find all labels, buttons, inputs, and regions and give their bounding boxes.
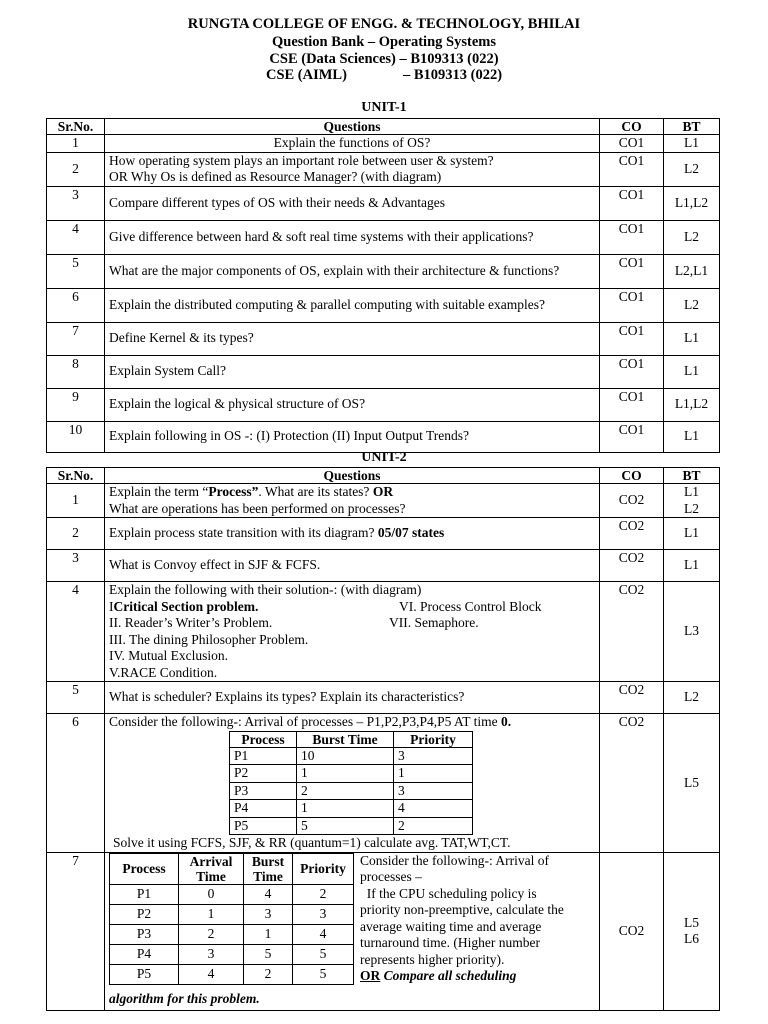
row-number: 4 bbox=[47, 220, 105, 254]
bt-value: L1 bbox=[664, 355, 720, 388]
or-label: OR bbox=[372, 484, 394, 499]
cell: 1 bbox=[179, 904, 244, 924]
question-line-1: How operating system plays an important role between user & system? bbox=[109, 152, 494, 168]
cell: 1 bbox=[297, 765, 394, 783]
question-text: Compare different types of OS with their needs & Advantages bbox=[105, 186, 600, 220]
cell: 4 bbox=[244, 884, 293, 904]
table-row bbox=[230, 747, 473, 765]
table-row bbox=[47, 484, 720, 518]
table-row bbox=[47, 355, 720, 388]
bt-line-2: L2 bbox=[684, 500, 699, 516]
unit-1-header-row bbox=[47, 119, 720, 135]
header-burst: Burst Time bbox=[297, 731, 394, 747]
question-text: Explain System Call? bbox=[105, 355, 600, 388]
question-text bbox=[105, 714, 600, 853]
cell: P4 bbox=[230, 800, 297, 818]
row-number: 8 bbox=[47, 355, 105, 388]
row-number: 2 bbox=[47, 152, 105, 186]
unit-2-header-row bbox=[47, 468, 720, 484]
subject-title: Question Bank – Operating Systems bbox=[272, 34, 496, 50]
co-value: CO2 bbox=[600, 714, 664, 853]
list-item: V.RACE Condition. bbox=[109, 664, 218, 680]
cell: 3 bbox=[394, 782, 473, 800]
or-label: OR bbox=[360, 968, 381, 983]
cell: 5 bbox=[293, 964, 354, 984]
co-value: CO1 bbox=[600, 388, 664, 421]
table-row bbox=[110, 924, 354, 944]
row-number: 1 bbox=[47, 484, 105, 518]
co-value: CO1 bbox=[600, 220, 664, 254]
co-value: CO2 bbox=[600, 852, 664, 1010]
bt-line-2: L6 bbox=[684, 931, 699, 946]
question-part: Explain the term “ bbox=[109, 484, 209, 499]
row-number: 7 bbox=[47, 322, 105, 355]
col-questions: Questions bbox=[105, 119, 600, 135]
cell: P3 bbox=[110, 924, 179, 944]
bt-value: L3 bbox=[664, 582, 720, 682]
cell: P1 bbox=[230, 747, 297, 765]
co-value: CO1 bbox=[600, 254, 664, 288]
row-number: 4 bbox=[47, 582, 105, 682]
table-row bbox=[110, 964, 354, 984]
table-row bbox=[47, 388, 720, 421]
cell: 2 bbox=[244, 964, 293, 984]
bt-value: L2 bbox=[664, 288, 720, 322]
question-part: . What are its states? bbox=[258, 484, 373, 499]
bt-value: L1 bbox=[664, 550, 720, 582]
question-intro: Consider the following-: Arrival of processes – P1,P2,P3,P4,P5 AT time bbox=[109, 714, 501, 729]
header-priority: Priority bbox=[293, 853, 354, 884]
bt-value: L2,L1 bbox=[664, 254, 720, 288]
table-row bbox=[47, 288, 720, 322]
table-row bbox=[47, 186, 720, 220]
unit-2-table bbox=[46, 467, 720, 1011]
question-bold: Process” bbox=[208, 484, 259, 499]
col-co: CO bbox=[600, 119, 664, 135]
table-row bbox=[110, 944, 354, 964]
table-row bbox=[47, 518, 720, 550]
question-text bbox=[105, 518, 600, 550]
table-row bbox=[230, 765, 473, 783]
cell: 0 bbox=[179, 884, 244, 904]
table-row bbox=[230, 817, 473, 835]
table-row bbox=[47, 852, 720, 1010]
row-number: 1 bbox=[47, 135, 105, 153]
question-text: What is Convoy effect in SJF & FCFS. bbox=[105, 550, 600, 582]
col-srno: Sr.No. bbox=[47, 468, 105, 484]
table-row bbox=[110, 904, 354, 924]
col-srno: Sr.No. bbox=[47, 119, 105, 135]
co-value: CO1 bbox=[600, 135, 664, 153]
row-number: 6 bbox=[47, 288, 105, 322]
process-table-header bbox=[230, 731, 473, 747]
row-number: 5 bbox=[47, 682, 105, 714]
cell: 4 bbox=[179, 964, 244, 984]
question-text: Explain following in OS -: (I) Protection (II) Input Output Trends? bbox=[105, 421, 600, 452]
branch-line-1: CSE (Data Sciences) – B109313 (022) bbox=[269, 51, 499, 67]
bt-line-1: L5 bbox=[684, 914, 699, 930]
question-text bbox=[105, 852, 600, 1010]
unit-1-table bbox=[46, 118, 720, 453]
table-row bbox=[47, 322, 720, 355]
item-text: VI. Process Control Block bbox=[399, 598, 542, 614]
co-value: CO1 bbox=[600, 421, 664, 452]
cell: 2 bbox=[297, 782, 394, 800]
question-text: Explain the functions of OS? bbox=[105, 135, 600, 153]
question-text: Give difference between hard & soft real time systems with their applications? bbox=[105, 220, 600, 254]
row-number: 7 bbox=[47, 852, 105, 1010]
cell: 3 bbox=[394, 747, 473, 765]
table-row bbox=[110, 884, 354, 904]
bt-value: L1 bbox=[664, 135, 720, 153]
table-row bbox=[47, 550, 720, 582]
cell: P1 bbox=[110, 884, 179, 904]
bt-value: L2 bbox=[664, 682, 720, 714]
question-text bbox=[105, 582, 600, 682]
list-item bbox=[109, 615, 595, 632]
table-row bbox=[47, 714, 720, 853]
cell: 3 bbox=[244, 904, 293, 924]
process-table bbox=[229, 731, 473, 836]
list-item bbox=[109, 599, 595, 616]
cell: 1 bbox=[297, 800, 394, 818]
row-number: 6 bbox=[47, 714, 105, 853]
header-process: Process bbox=[230, 731, 297, 747]
cell: P2 bbox=[230, 765, 297, 783]
question-text bbox=[105, 484, 600, 518]
header-process: Process bbox=[110, 853, 179, 884]
cell: 2 bbox=[394, 817, 473, 835]
arrival-table bbox=[109, 853, 354, 985]
question-text bbox=[105, 152, 600, 186]
bt-value: L1 bbox=[664, 421, 720, 452]
question-line: Consider the following-: Arrival of processes – bbox=[360, 852, 549, 884]
question-line: If the CPU scheduling policy is priority non-preemptive, calculate the average waiting time and average turnaround time. (Higher number represents higher priority). bbox=[360, 885, 568, 967]
col-questions: Questions bbox=[105, 468, 600, 484]
bt-line-1: L1 bbox=[684, 484, 699, 499]
table-row bbox=[230, 800, 473, 818]
cell: 1 bbox=[394, 765, 473, 783]
bt-value: L1,L2 bbox=[664, 186, 720, 220]
cell: 3 bbox=[179, 944, 244, 964]
co-value: CO2 bbox=[600, 682, 664, 714]
col-bt: BT bbox=[664, 119, 720, 135]
unit-1-title: UNIT-1 bbox=[361, 100, 407, 115]
cell: 3 bbox=[293, 904, 354, 924]
cell: P3 bbox=[230, 782, 297, 800]
co-value: CO1 bbox=[600, 152, 664, 186]
col-bt: BT bbox=[664, 468, 720, 484]
bt-value: L1,L2 bbox=[664, 388, 720, 421]
co-value: CO1 bbox=[600, 322, 664, 355]
co-value: CO1 bbox=[600, 186, 664, 220]
bt-value bbox=[664, 484, 720, 518]
table-row bbox=[47, 421, 720, 452]
row-number: 5 bbox=[47, 254, 105, 288]
cell: 5 bbox=[293, 944, 354, 964]
bt-value: L1 bbox=[664, 322, 720, 355]
question-text: Define Kernel & its types? bbox=[105, 322, 600, 355]
item-bold: Critical Section problem. bbox=[113, 598, 259, 614]
cell: 2 bbox=[179, 924, 244, 944]
question-line-2: What are operations has been performed on processes? bbox=[109, 500, 406, 516]
question-line-2: OR Why Os is defined as Resource Manager? (with diagram) bbox=[109, 169, 442, 184]
table-row bbox=[47, 135, 720, 153]
item-text: VII. Semaphore. bbox=[389, 615, 479, 630]
question-bold-italic: Compare all scheduling bbox=[380, 968, 517, 983]
bt-value: L1 bbox=[664, 518, 720, 550]
bt-value: L2 bbox=[664, 220, 720, 254]
table-row bbox=[47, 152, 720, 186]
table-row bbox=[47, 582, 720, 682]
branch-2-name: CSE (AIML) bbox=[265, 67, 347, 83]
header-burst: Burst Time bbox=[244, 853, 293, 884]
row-number: 3 bbox=[47, 550, 105, 582]
cell: 1 bbox=[244, 924, 293, 944]
co-value: CO2 bbox=[600, 582, 664, 682]
cell: 5 bbox=[297, 817, 394, 835]
cell: 4 bbox=[394, 800, 473, 818]
table-row bbox=[47, 254, 720, 288]
branch-2-code: – B109313 (022) bbox=[402, 67, 503, 83]
question-text: What is scheduler? Explains its types? Explain its characteristics? bbox=[105, 682, 600, 714]
cell: 5 bbox=[244, 944, 293, 964]
table-row bbox=[230, 782, 473, 800]
row-number: 3 bbox=[47, 186, 105, 220]
col-co: CO bbox=[600, 468, 664, 484]
item-prefix: I bbox=[109, 598, 114, 614]
cell: P5 bbox=[110, 964, 179, 984]
college-name: RUNGTA COLLEGE OF ENGG. & TECHNOLOGY, BHILAI bbox=[187, 16, 581, 32]
question-text: Explain the distributed computing & parallel computing with suitable examples? bbox=[105, 288, 600, 322]
header-arrival: Arrival Time bbox=[179, 853, 244, 884]
row-number: 10 bbox=[47, 421, 105, 452]
question-outro: Solve it using FCFS, SJF, & RR (quantum=1) calculate avg. TAT,WT,CT. bbox=[113, 835, 511, 850]
unit-2-title: UNIT-2 bbox=[361, 450, 407, 465]
item-text: II. Reader’s Writer’s Problem. bbox=[109, 615, 273, 630]
cell: P2 bbox=[110, 904, 179, 924]
bt-value: L5 bbox=[664, 714, 720, 853]
question-side-text bbox=[360, 853, 580, 985]
branch-line-2 bbox=[0, 67, 768, 84]
bt-value: L2 bbox=[664, 152, 720, 186]
question-bold: 05/07 states bbox=[377, 525, 445, 541]
question-text: Explain the logical & physical structure of OS? bbox=[105, 388, 600, 421]
list-item: IV. Mutual Exclusion. bbox=[109, 648, 228, 663]
co-value: CO1 bbox=[600, 355, 664, 388]
table-row bbox=[47, 220, 720, 254]
co-value: CO2 bbox=[600, 550, 664, 582]
question-intro: Explain the following with their solution-: (with diagram) bbox=[109, 582, 422, 597]
row-number: 2 bbox=[47, 518, 105, 550]
table-row bbox=[47, 682, 720, 714]
list-item: III. The dining Philosopher Problem. bbox=[109, 631, 309, 647]
co-value: CO2 bbox=[600, 484, 664, 518]
co-value: CO1 bbox=[600, 288, 664, 322]
question-part: Explain process state transition with its diagram? bbox=[109, 525, 378, 541]
bt-value bbox=[664, 852, 720, 1010]
cell: 10 bbox=[297, 747, 394, 765]
question-bold-italic: algorithm for this problem. bbox=[109, 990, 260, 1006]
row-number: 9 bbox=[47, 388, 105, 421]
cell: 2 bbox=[293, 884, 354, 904]
co-value: CO2 bbox=[600, 518, 664, 550]
arrival-table-header bbox=[110, 853, 354, 884]
header-priority: Priority bbox=[394, 731, 473, 747]
cell: P5 bbox=[230, 817, 297, 835]
arrival-time: 0. bbox=[501, 714, 512, 729]
cell: P4 bbox=[110, 944, 179, 964]
cell: 4 bbox=[293, 924, 354, 944]
question-text: What are the major components of OS, explain with their architecture & functions? bbox=[105, 254, 600, 288]
